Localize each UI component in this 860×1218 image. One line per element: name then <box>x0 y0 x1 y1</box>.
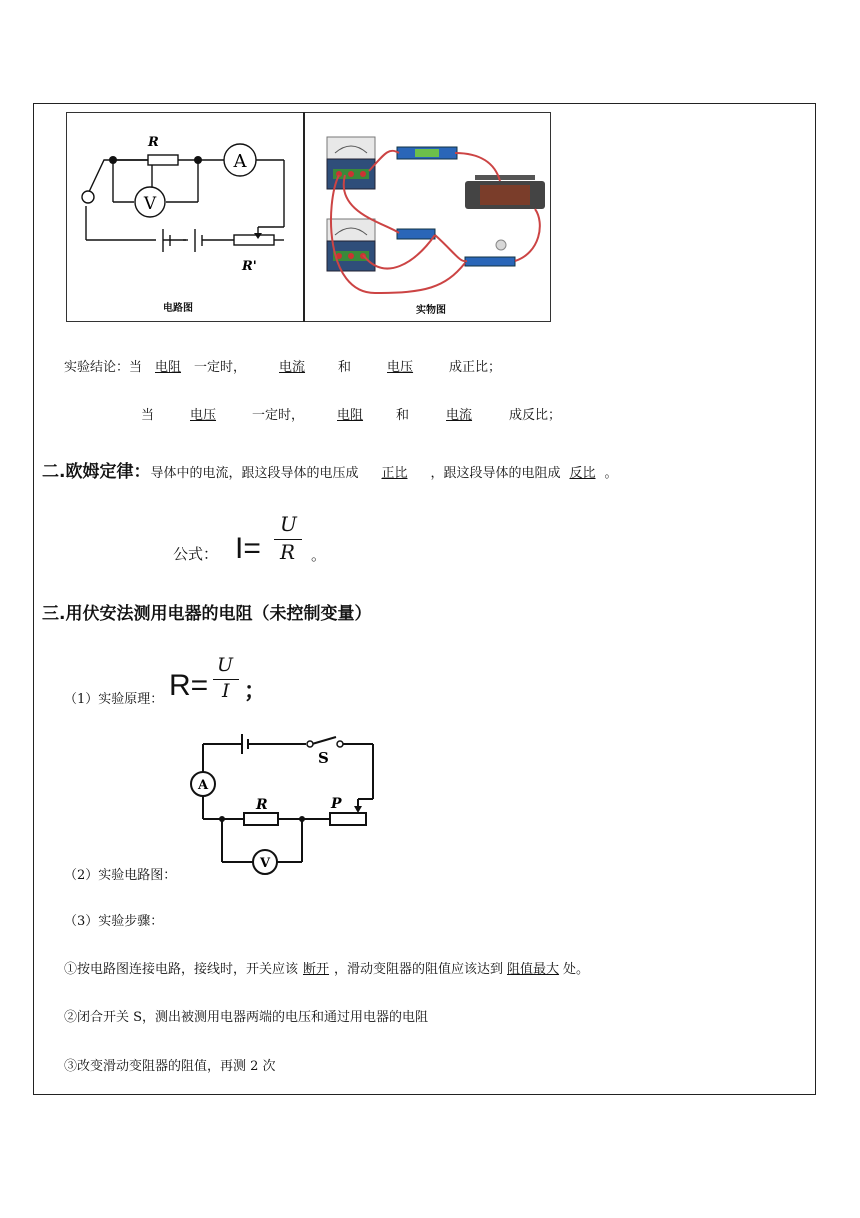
experiment-circuit-diagram <box>184 728 384 878</box>
label-R: R <box>256 797 268 813</box>
label-P: P <box>331 796 342 812</box>
apparatus-photo <box>305 113 550 321</box>
ohm-law-section <box>42 457 618 482</box>
blank-answer: 正比 <box>381 466 408 481</box>
blank-answer: 电流 <box>446 408 473 423</box>
photo-caption: 实物图 <box>416 305 446 316</box>
label-R: R <box>148 135 159 150</box>
schematic-caption: 电路图 <box>163 303 193 314</box>
principle-label: （1）实验原理： <box>64 692 164 707</box>
blank-answer: 电阻 <box>337 408 364 423</box>
text: 和 <box>338 360 352 375</box>
section-3-heading: 三.用伏安法测用电器的电阻（未控制变量） <box>42 604 372 624</box>
text: 成正比； <box>449 360 502 375</box>
label-V: V <box>259 856 271 871</box>
blank-answer: 阻值最大 <box>507 962 560 977</box>
label-A: A <box>197 778 209 793</box>
text: 。 <box>604 466 618 481</box>
text: ，跟这段导体的电阻成 <box>430 466 561 481</box>
text: 当 <box>141 408 155 423</box>
steps-label: （3）实验步骤： <box>64 914 164 929</box>
blank-answer: 断开 <box>303 962 330 977</box>
step-3: ③改变滑动变阻器的阻值，再测 2 次 <box>64 1059 276 1074</box>
label-Rprime: R' <box>242 259 257 274</box>
blank-answer: 电流 <box>279 360 306 375</box>
text: ①按电路图连接电路，接线时，开关应该 <box>64 962 299 977</box>
step-1 <box>64 958 589 977</box>
text: ，滑动变阻器的阻值应该达到 <box>334 962 504 977</box>
blank-answer: 电压 <box>190 408 217 423</box>
principle-end: ； <box>244 679 267 704</box>
formula-numerator: U <box>280 512 297 536</box>
formula-lhs: I= <box>235 532 261 565</box>
label-A: A <box>233 151 247 172</box>
conclusion-line-1 <box>64 356 501 375</box>
conclusion-line-2 <box>141 404 561 423</box>
formula-label: 公式： <box>173 545 219 563</box>
text: 处。 <box>563 962 590 977</box>
text: 导体中的电流，跟这段导体的电压成 <box>150 466 359 481</box>
principle-denominator: I <box>222 680 230 702</box>
step-2: ②闭合开关 S，测出被测用电器两端的电压和通过用电器的电阻 <box>64 1010 429 1025</box>
label-V: V <box>143 194 157 214</box>
text: 和 <box>396 408 410 423</box>
blank-answer: 电压 <box>387 360 414 375</box>
text: 实验结论：当 <box>64 360 143 375</box>
label-S: S <box>318 749 329 767</box>
blank-answer: 电阻 <box>155 360 182 375</box>
circuit-label: （2）实验电路图： <box>64 868 177 883</box>
text: 一定时， <box>252 408 305 423</box>
principle-lhs: R= <box>169 669 209 702</box>
principle-numerator: U <box>217 654 234 676</box>
blank-answer: 反比 <box>569 466 596 481</box>
text: 一定时， <box>194 360 247 375</box>
formula-end: 。 <box>311 546 327 564</box>
schematic-diagram <box>66 112 303 322</box>
text: 成反比； <box>509 408 562 423</box>
section-heading: 二.欧姆定律： <box>42 462 151 482</box>
formula-denominator: R <box>280 540 296 564</box>
